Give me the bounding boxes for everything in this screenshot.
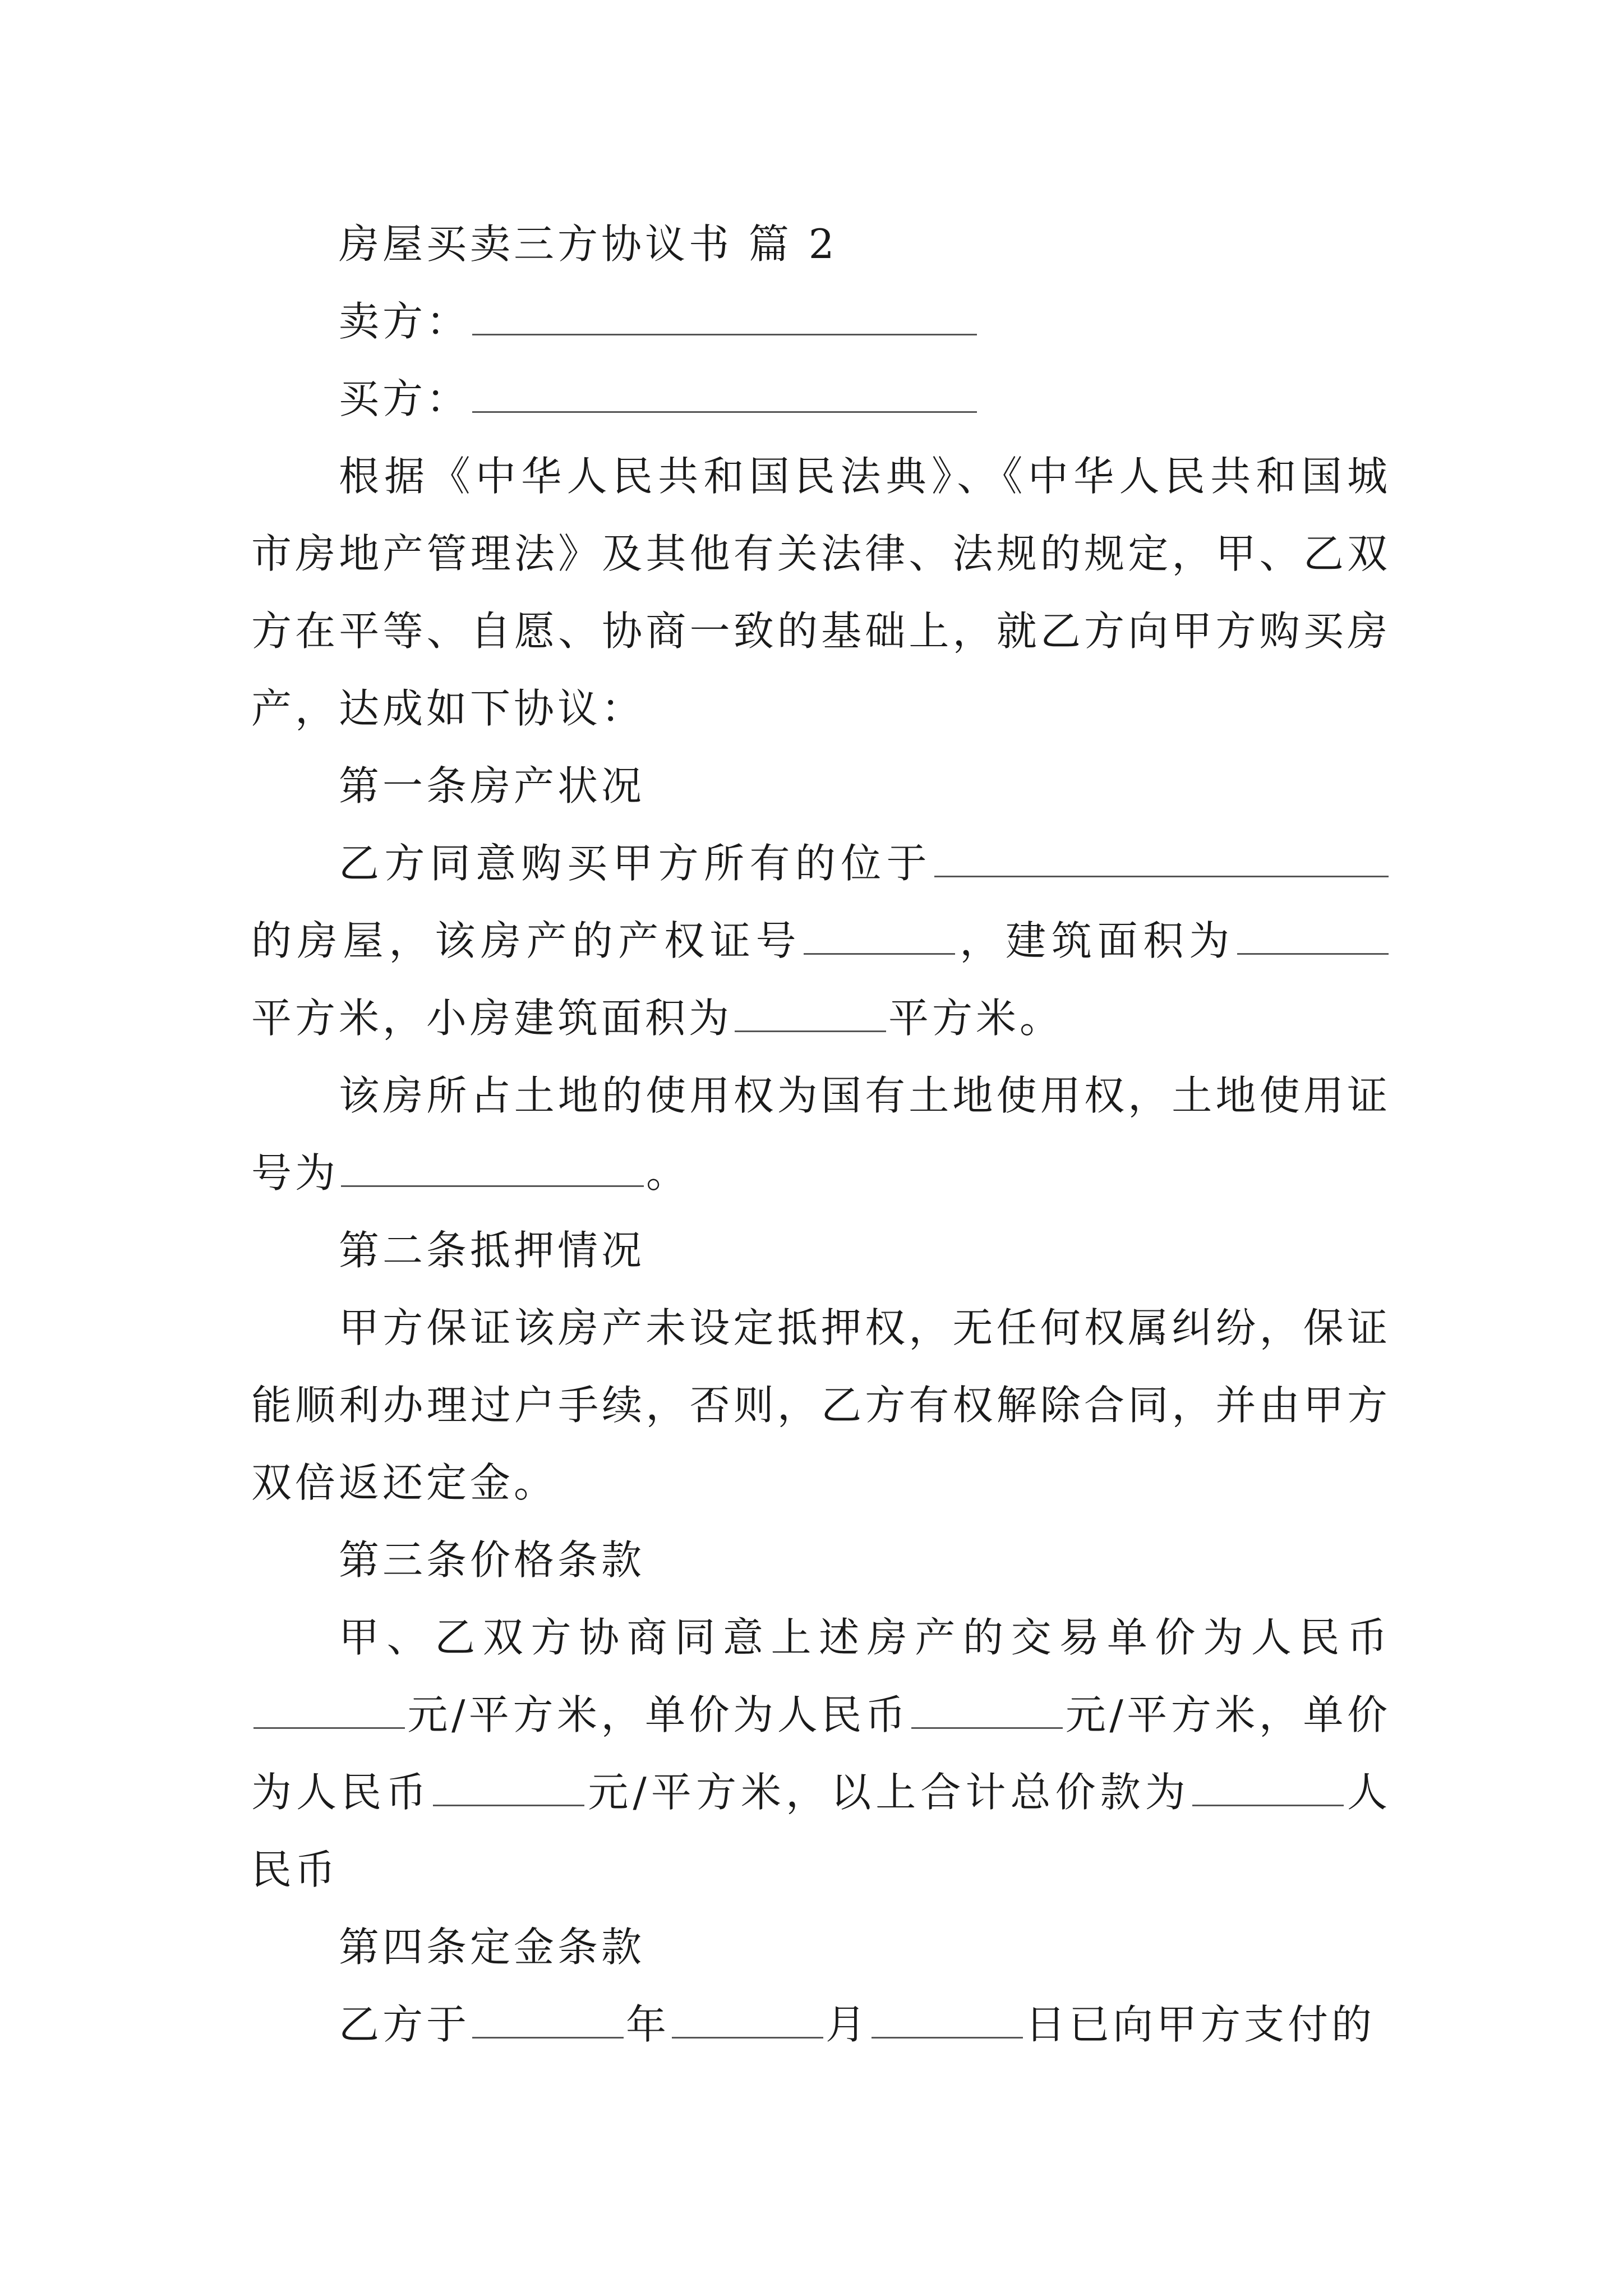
article4-year-label: 年 — [626, 2001, 670, 2048]
article1-heading: 第一条房产状况 — [339, 762, 645, 809]
article3-heading: 第三条价格条款 — [339, 1536, 645, 1584]
article4-month-label: 月 — [826, 2001, 870, 2048]
seller-label: 卖方： — [339, 298, 471, 345]
document-title: 房屋买卖三方协议书 篇 2 — [339, 220, 838, 268]
article4-text-a: 乙方于 — [339, 2001, 471, 2048]
total-price-blank — [1192, 1768, 1344, 1806]
article3-paragraph — [251, 1599, 1391, 1908]
day-blank — [872, 2000, 1023, 2039]
article1-land-end: 。 — [646, 1149, 690, 1197]
article4-paragraph — [251, 1986, 1391, 2063]
price-blank-1 — [253, 1691, 405, 1729]
article3-text-a: 甲、乙双方协商同意上述房产的交易单价为人民币 — [339, 1614, 1391, 1661]
year-blank — [472, 2000, 624, 2039]
article4-text-b: 日已向甲方支付的 — [1025, 2001, 1376, 2048]
article4-heading: 第四条定金条款 — [339, 1924, 645, 1971]
seller-line — [251, 283, 1391, 360]
price-blank-3 — [433, 1768, 584, 1806]
seller-blank — [472, 297, 977, 335]
article3-text-b: 元/平方米，单价为人民币 — [407, 1691, 910, 1738]
buyer-label: 买方： — [339, 375, 471, 422]
article1-paragraph2 — [251, 1057, 1391, 1212]
article1-text-c: ，建筑面积为 — [957, 917, 1235, 964]
price-blank-2 — [911, 1691, 1063, 1729]
article1-text-d: 平方米，小房建筑面积为 — [251, 995, 733, 1042]
article1-text-e: 平方米。 — [888, 995, 1064, 1042]
buyer-line — [251, 360, 1391, 438]
article1-paragraph1 — [251, 825, 1391, 1057]
article2-heading: 第二条抵押情况 — [339, 1227, 645, 1274]
article2-paragraph: 甲方保证该房产未设定抵押权，无任何权属纠纷，保证能顺利办理过户手续，否则，乙方有权解除合同，并由甲方双倍返还定金。 — [251, 1304, 1391, 1506]
certificate-blank — [804, 917, 955, 955]
article1-text-b: 的房屋，该房产的产权证号 — [251, 917, 802, 964]
article3-text-c: 元/平方米，单价为人民币 — [251, 1691, 1391, 1816]
intro-paragraph: 根据《中华人民共和国民法典》、《中华人民共和国城市房地产管理法》及其他有关法律、法规的规定，甲、乙双方在平等、自愿、协商一致的基础上，就乙方向甲方购买房产，达成如下协议： — [251, 453, 1391, 732]
area-blank — [1237, 917, 1389, 955]
article1-text-a: 乙方同意购买甲方所有的位于 — [339, 840, 932, 887]
article1-land-text: 该房所占土地的使用权为国有土地使用权，土地使用证号为 — [251, 1072, 1391, 1197]
small-area-blank — [735, 994, 886, 1032]
buyer-blank — [472, 375, 977, 413]
article3-text-e: 人民币 — [251, 1769, 1391, 1893]
location-blank — [934, 839, 1389, 877]
month-blank — [672, 2000, 823, 2039]
document-body — [251, 205, 1391, 2063]
article3-text-d: 元/平方米，以上合计总价款为 — [587, 1769, 1190, 1816]
land-certificate-blank — [341, 1149, 644, 1187]
